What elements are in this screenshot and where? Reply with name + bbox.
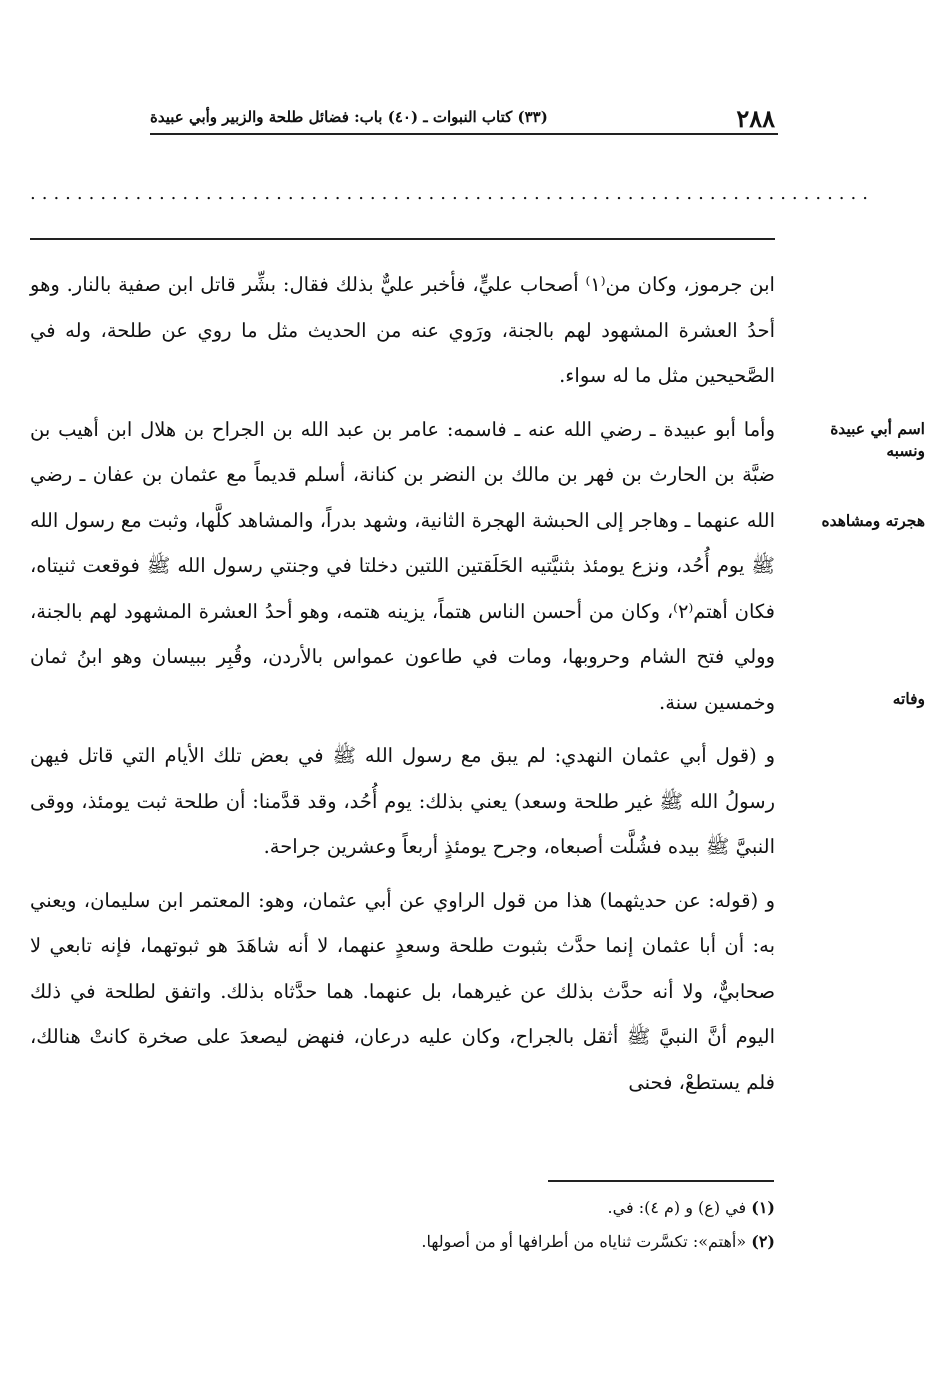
footnote-1 (30, 1198, 775, 1217)
footnote-number: (٢) (751, 1232, 775, 1251)
footnote-text: «أهتم»: تكسَّرت ثناياه من أطرافها أو من أصولها. (421, 1232, 747, 1251)
header-rule (150, 133, 778, 135)
paragraph-2: وأما أبو عبيدة ـ رضي الله عنه ـ فاسمه: عامر بن عبد الله بن الجراح بن هلال ابن أهيب بن ضبَّة بن الحارث بن فهر بن مالك بن النضر بن كنانة، أسلم قديماً مع عثمان بن عفان ـ رضي الله عنهما ـ وهاجر إلى الحبشة الهجرة الثانية، وشهد بدراً، والمشاهد كلَّها، وثبت مع رسول الله ﷺ يوم أُحُد، ونزع يومئذ بثنيَّتيه الحَلَقتين اللتين دخلتا في وجنتي رسول الله ﷺ فوقعت ثنيتاه، فكان أهتم⁽٢⁾، وكان من أحسن الناس هتماً، يزينه هتمه، وهو أحدُ العشرة المشهود لهم بالجنة، وولي فتح الشام وحروبها، ومات في طاعون عمواس بالأردن، وقُبِر ببيسان وهو ابنُ ثمان وخمسين سنة. (30, 417, 776, 714)
footnote-number: (١) (751, 1198, 775, 1217)
footnote-2 (30, 1232, 775, 1251)
paragraph-3: و (قول أبي عثمان النهدي: لم يبق مع رسول الله ﷺ في بعض تلك الأيام التي قاتل فيهن رسولُ الله ﷺ غير طلحة وسعد) يعني بذلك: يوم أُحُد، وقد قدَّمنا: أن طلحة ثبت يومئذ، ووقى النبيَّ ﷺ بيده فشُلَّت أصبعاه، وجرح يومئذٍ أربعاً وعشرين جراحة. (30, 744, 775, 858)
elision-dots: ........................................................................ (30, 183, 874, 204)
footnote-text: في (ع) و (م ٤): في. (607, 1198, 747, 1217)
footnote-rule (548, 1180, 774, 1182)
side-note-name: اسم أبي عبيدة ونسبه (830, 419, 925, 460)
side-note-death: وفاته (892, 689, 925, 708)
side-note-hijra: هجرته ومشاهده (821, 511, 925, 530)
text-top-rule (30, 238, 775, 240)
running-header: (٣٣) كتاب النبوات ـ (٤٠) باب: فضائل طلحة والزبير وأبي عبيدة (150, 108, 548, 126)
main-text (30, 262, 775, 1113)
paragraph-1: ابن جرموز، وكان من⁽١⁾ أصحاب عليٍّ، فأخبر عليٌّ بذلك فقال: بشِّر قاتل ابن صفية بالنار. وهو أحدُ العشرة المشهود لهم بالجنة، ورَوي عنه من الحديث مثل ما روي عن طلحة، وله في الصَّحيحين مثل ما له سواء. (30, 273, 775, 387)
page-number: ٢٨٨ (736, 104, 775, 133)
paragraph-4: و (قوله: عن حديثهما) هذا من قول الراوي عن أبي عثمان، وهو: المعتمر ابن سليمان، ويعني به: أن أبا عثمان إنما حدَّث بثبوت طلحة وسعدٍ عنهما، لا أنه شاهَدَ هو ثبوتهما، فإنه تابعي لا صحابيٌّ، ولا أنه حدَّث بذلك عن غيرهما، بل عنهما. هما حدَّثاه بذلك. واتفق لطلحة في ذلك اليوم أنَّ النبيَّ ﷺ أثقل بالجراح، وكان عليه درعان، فنهض ليصعدَ على صخرة كانتْ هنالك، فلم يستطعْ، فحنى (30, 888, 775, 1094)
